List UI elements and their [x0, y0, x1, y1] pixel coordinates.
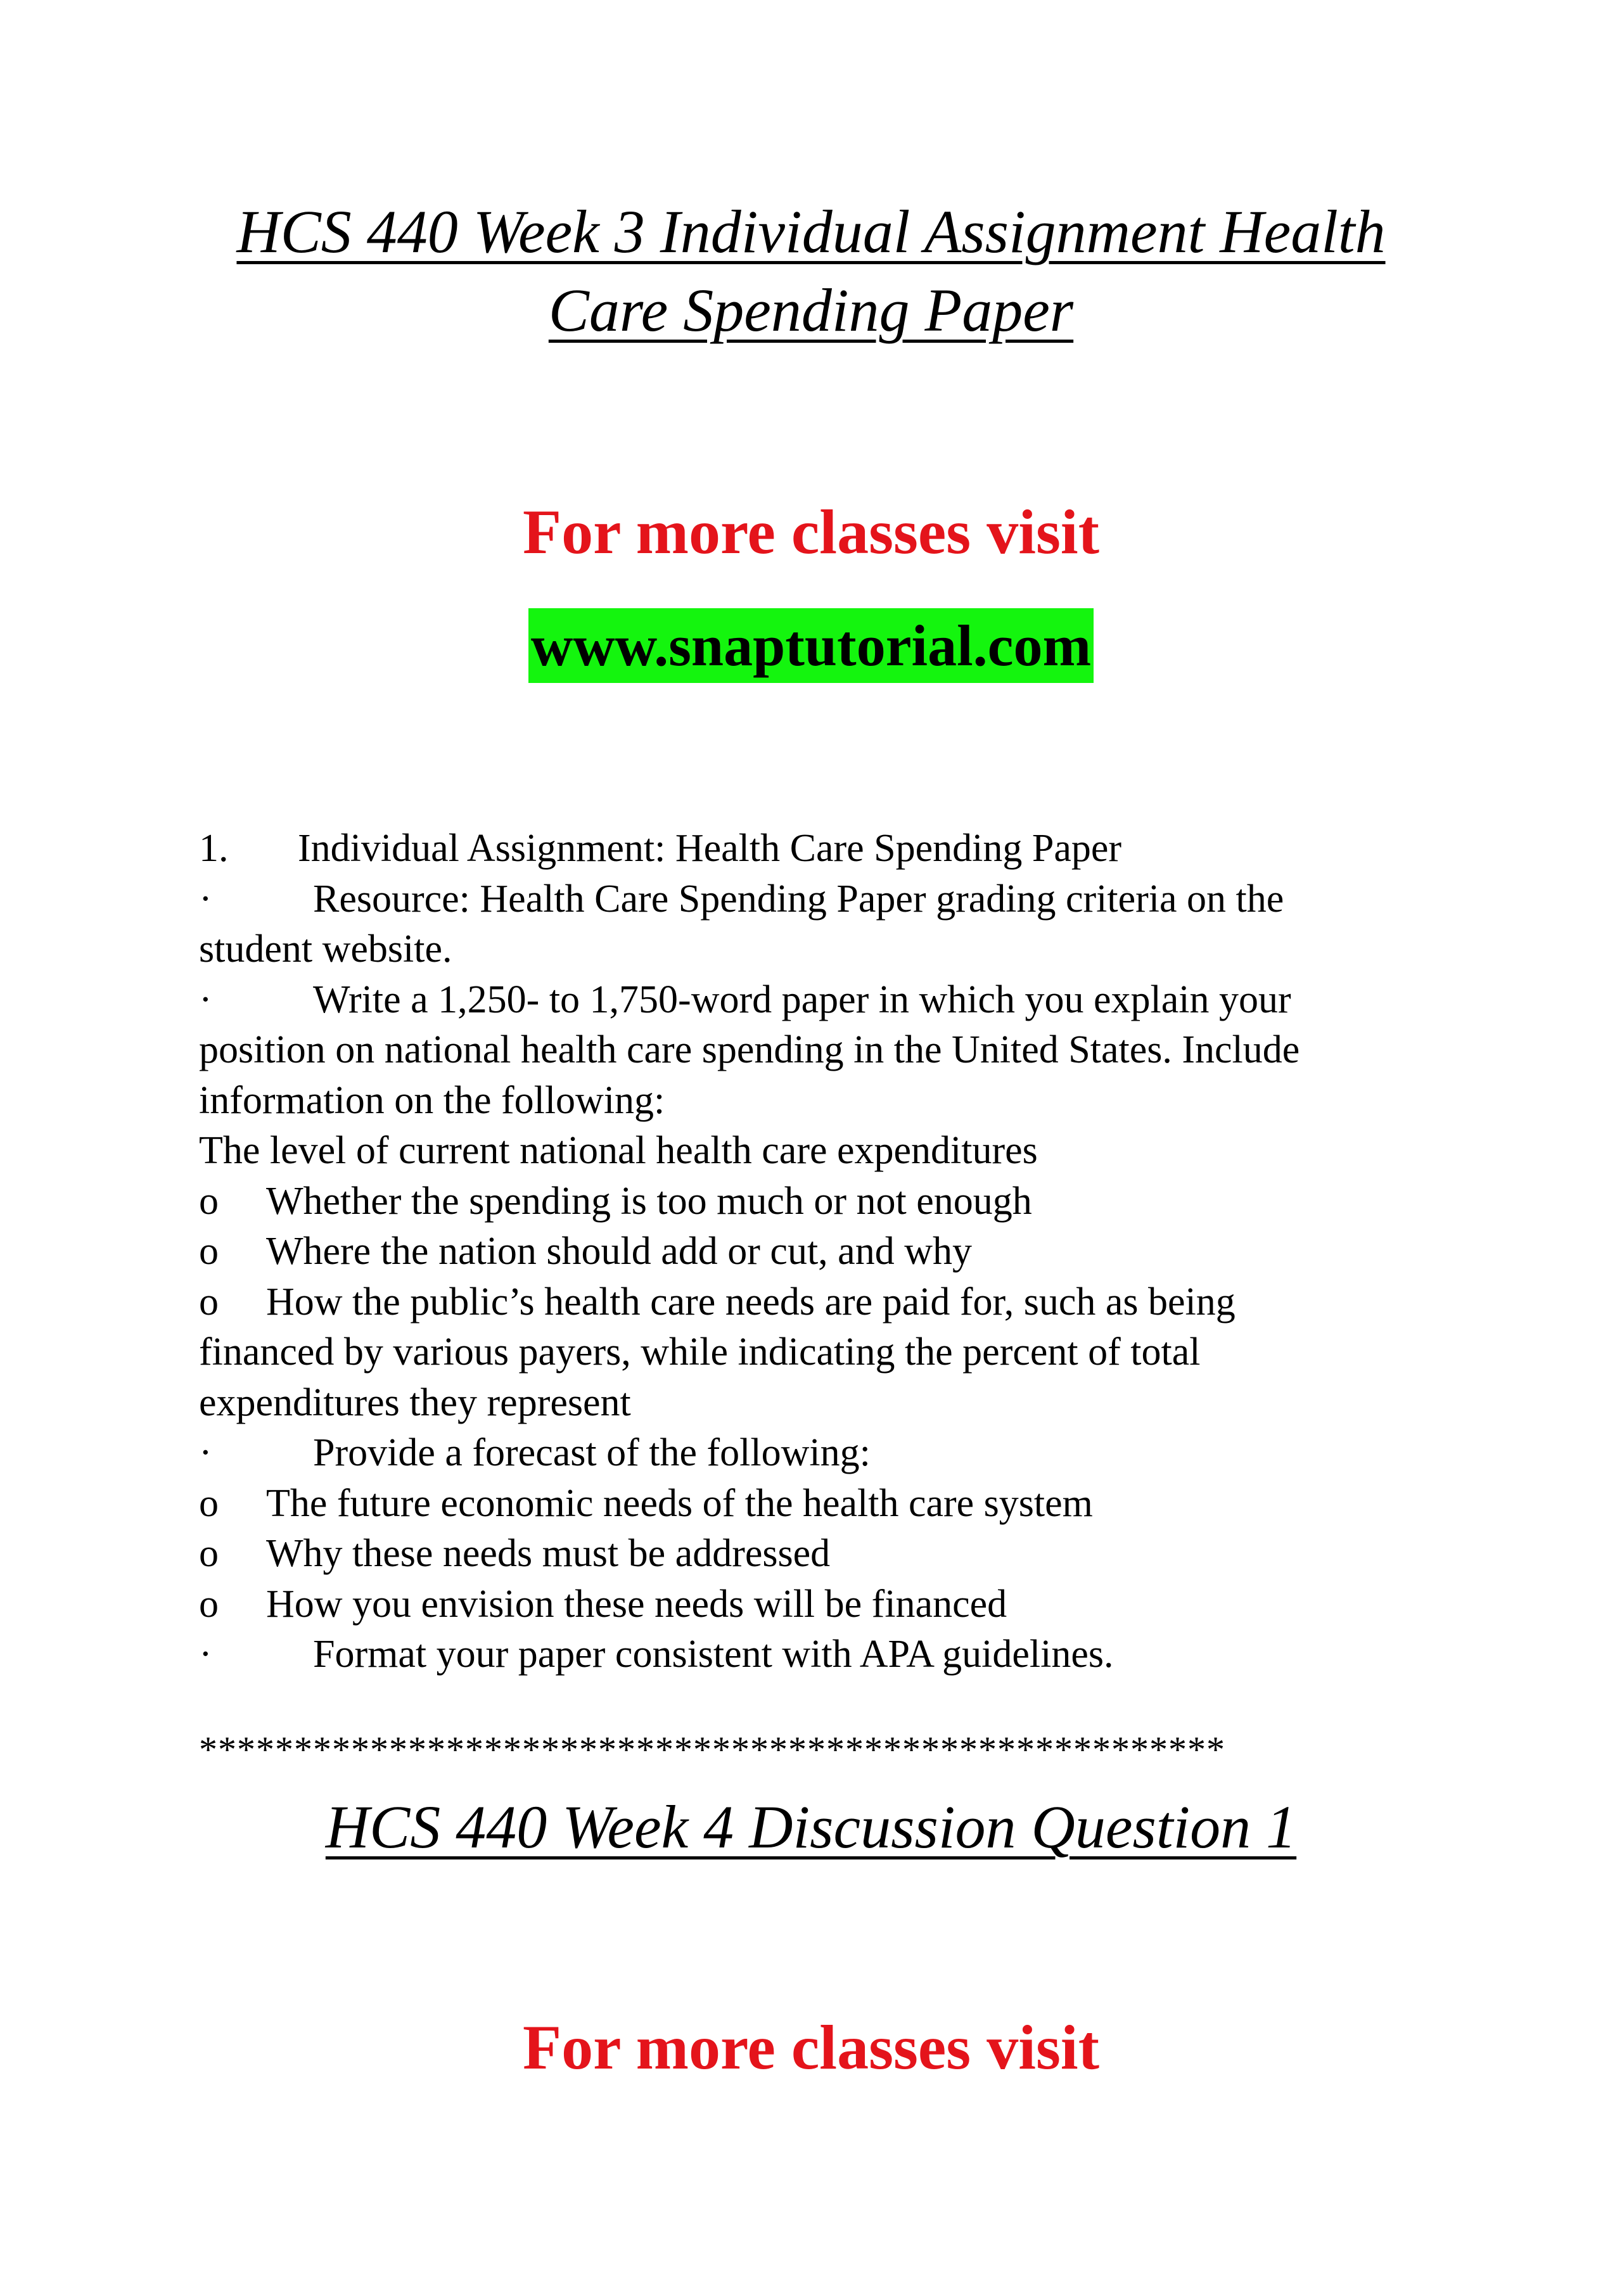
- resource-text-line-2: student website.: [199, 928, 452, 971]
- list-number: 1.: [199, 827, 229, 870]
- promo-visit-text-2: For more classes visit: [522, 2012, 1099, 2082]
- bullet-o: o: [199, 1582, 219, 1626]
- discussion-title: HCS 440 Week 4 Discussion Question 1: [325, 1793, 1297, 1861]
- forecast-item-1: [199, 1479, 1441, 1529]
- assignment-body: [199, 824, 1441, 1680]
- list-item-write: [199, 975, 1441, 1026]
- sub-item-1-text: Whether the spending is too much or not enough: [266, 1179, 1032, 1223]
- list-item-resource: [199, 874, 1441, 925]
- sub-item-3-text-line-1: How the public’s health care needs are paid for, such as being: [266, 1280, 1236, 1323]
- assignment-title-line-2: Care Spending Paper: [548, 276, 1074, 344]
- forecast-item-3-text: How you envision these needs will be financed: [266, 1582, 1007, 1626]
- list-item-format: [199, 1630, 1441, 1680]
- forecast-item-2: [199, 1529, 1441, 1579]
- bullet-dot: ·: [199, 877, 212, 921]
- sub-item-2: [199, 1227, 1441, 1277]
- write-text-line-2: position on national health care spending in the United States. Include: [199, 1028, 1300, 1071]
- level-text: The level of current national health care expenditures: [199, 1129, 1038, 1172]
- assignment-title: [190, 193, 1432, 350]
- bullet-dot: ·: [199, 1431, 212, 1474]
- bullet-o: o: [199, 1280, 219, 1323]
- forecast-text: Provide a forecast of the following:: [313, 1431, 871, 1474]
- assignment-heading: Individual Assignment: Health Care Spending Paper: [298, 827, 1122, 870]
- sub-item-1: [199, 1177, 1441, 1227]
- promo-url-container: [190, 608, 1432, 683]
- list-item-forecast: [199, 1428, 1441, 1479]
- format-text: Format your paper consistent with APA guidelines.: [313, 1633, 1114, 1676]
- sub-item-3-text-line-3: expenditures they represent: [199, 1381, 631, 1424]
- bullet-o: o: [199, 1532, 219, 1575]
- promo-url[interactable]: www.snaptutorial.com: [528, 608, 1094, 683]
- resource-text-line-1: Resource: Health Care Spending Paper grading criteria on the: [313, 877, 1284, 921]
- write-text-line-3: information on the following:: [199, 1078, 665, 1122]
- separator-stars: ******************************************************: [199, 1729, 1225, 1770]
- sub-item-3-text-line-2: financed by various payers, while indicating the percent of total: [199, 1330, 1201, 1374]
- forecast-item-1-text: The future economic needs of the health care system: [266, 1481, 1093, 1525]
- list-item-heading: [199, 824, 1441, 874]
- sub-item-2-text: Where the nation should add or cut, and why: [266, 1230, 972, 1273]
- bullet-dot: ·: [199, 978, 212, 1021]
- bullet-o: o: [199, 1230, 219, 1273]
- bullet-o: o: [199, 1481, 219, 1525]
- bullet-dot: ·: [199, 1633, 212, 1676]
- write-text-line-1: Write a 1,250- to 1,750-word paper in which you explain your: [313, 978, 1291, 1021]
- sub-item-3: [199, 1277, 1441, 1328]
- assignment-title-line-1: HCS 440 Week 3 Individual Assignment Health: [236, 198, 1386, 265]
- bullet-o: o: [199, 1179, 219, 1223]
- forecast-item-2-text: Why these needs must be addressed: [266, 1532, 831, 1575]
- promo-visit-text: For more classes visit: [522, 497, 1099, 567]
- forecast-item-3: [199, 1579, 1441, 1630]
